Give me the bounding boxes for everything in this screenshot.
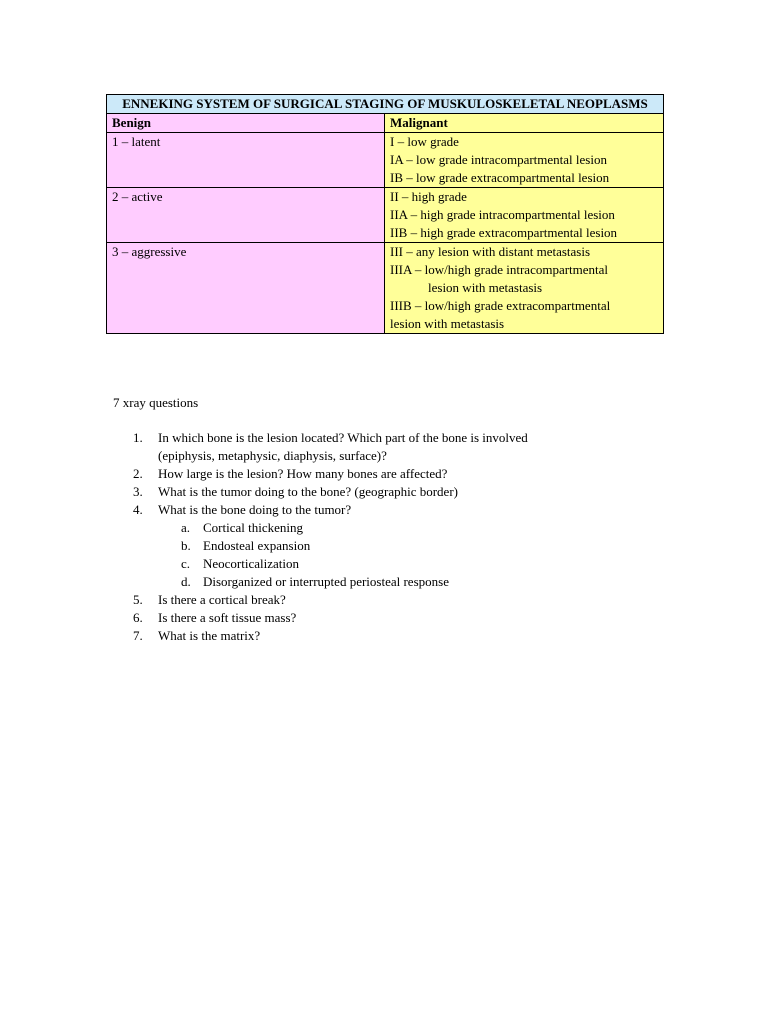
list-item [113, 591, 673, 609]
xray-questions-list [113, 429, 673, 645]
column-header-benign: Benign [107, 114, 385, 133]
enneking-staging-table [106, 94, 664, 334]
list-number: 4. [133, 502, 143, 517]
column-header-malignant: Malignant [385, 114, 664, 133]
sub-list-letter: a. [181, 520, 191, 535]
sub-list-letter: b. [181, 538, 191, 553]
list-number: 2. [133, 466, 143, 481]
sub-item-text: Neocorticalization [203, 556, 300, 571]
question-text: What is the bone doing to the tumor? [158, 502, 352, 517]
question-text: How large is the lesion? How many bones are affected? [158, 466, 448, 481]
benign-stage-cell: 3 – aggressive [107, 243, 385, 334]
malignant-stage-line: IIA – high grade intracompartmental lesion [390, 207, 615, 222]
malignant-stage-line: IIB – high grade extracompartmental lesion [390, 225, 618, 240]
table-title: ENNEKING SYSTEM OF SURGICAL STAGING OF MUSKULOSKELETAL NEOPLASMS [107, 95, 664, 114]
malignant-stage-cell [385, 243, 664, 334]
table-title-row [107, 95, 664, 114]
benign-stage-cell: 1 – latent [107, 133, 385, 188]
list-number: 1. [133, 430, 143, 445]
question-text: Is there a cortical break? [158, 592, 286, 607]
question-text: Is there a soft tissue mass? [158, 610, 297, 625]
malignant-stage-line: IIIA – low/high grade intracompartmental [390, 262, 609, 277]
list-number: 5. [133, 592, 143, 607]
sub-item-text: Disorganized or interrupted periosteal response [203, 574, 449, 589]
list-item [113, 465, 673, 483]
malignant-stage-line: IA – low grade intracompartmental lesion [390, 152, 607, 167]
sub-list-item [113, 573, 673, 591]
list-number: 3. [133, 484, 143, 499]
table-header-row [107, 114, 664, 133]
list-item [113, 627, 673, 645]
question-text: In which bone is the lesion located? Which part of the bone is involved [158, 430, 528, 445]
sub-list-item [113, 555, 673, 573]
question-text-continued: (epiphysis, metaphysic, diaphysis, surface)? [158, 448, 387, 463]
malignant-stage-line: lesion with metastasis [428, 280, 543, 295]
malignant-stage-cell [385, 133, 664, 188]
malignant-stage-line: II – high grade [390, 189, 467, 204]
list-number: 6. [133, 610, 143, 625]
sub-item-text: Endosteal expansion [203, 538, 311, 553]
table-row [107, 188, 664, 243]
list-item [113, 609, 673, 627]
malignant-stage-line: I – low grade [390, 134, 459, 149]
sub-list-item [113, 537, 673, 555]
table-row [107, 133, 664, 188]
malignant-stage-cell [385, 188, 664, 243]
table-row [107, 243, 664, 334]
questions-heading: 7 xray questions [113, 395, 199, 410]
malignant-stage-line: lesion with metastasis [390, 316, 505, 331]
list-number: 7. [133, 628, 143, 643]
sub-list-letter: c. [181, 556, 191, 571]
malignant-stage-line: III – any lesion with distant metastasis [390, 244, 591, 259]
list-item [113, 483, 673, 501]
malignant-stage-line: IB – low grade extracompartmental lesion [390, 170, 610, 185]
question-text: What is the tumor doing to the bone? (geographic border) [158, 484, 458, 499]
question-text: What is the matrix? [158, 628, 261, 643]
malignant-stage-line: IIIB – low/high grade extracompartmental [390, 298, 611, 313]
list-item [113, 501, 673, 519]
sub-list-item [113, 519, 673, 537]
sub-item-text: Cortical thickening [203, 520, 304, 535]
list-item [113, 429, 673, 465]
benign-stage-cell: 2 – active [107, 188, 385, 243]
sub-list-letter: d. [181, 574, 191, 589]
